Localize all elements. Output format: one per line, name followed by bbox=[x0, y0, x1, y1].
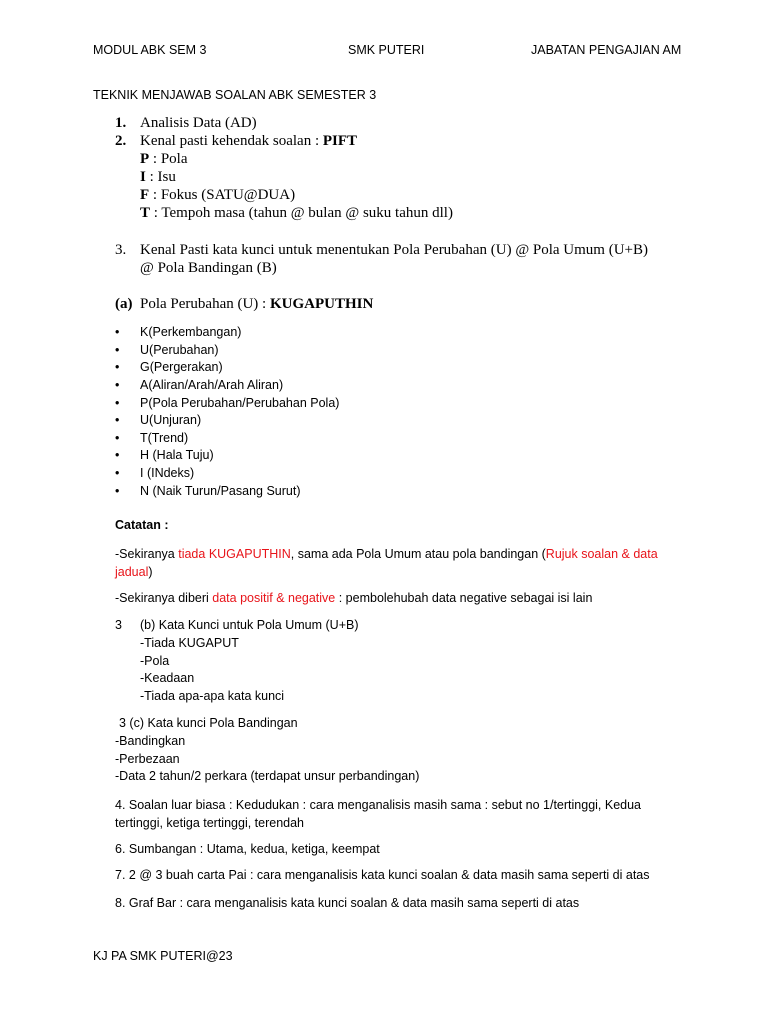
section-a-label: (a) bbox=[115, 296, 133, 312]
bullet-item: P(Pola Perubahan/Perubahan Pola) bbox=[140, 396, 340, 410]
document-title: TEKNIK MENJAWAB SOALAN ABK SEMESTER 3 bbox=[93, 88, 377, 102]
section-b-number: 3 bbox=[115, 618, 122, 632]
pift-bold: PIFT bbox=[322, 133, 358, 149]
section-b-title: (b) Kata Kunci untuk Pola Umum (U+B) bbox=[140, 618, 359, 632]
bullet-dot: • bbox=[115, 343, 120, 357]
header-right: JABATAN PENGAJIAN AM bbox=[531, 43, 682, 57]
bullet-dot: • bbox=[115, 448, 120, 462]
section-c-title: 3 (c) Kata kunci Pola Bandingan bbox=[119, 716, 298, 730]
catatan-note-2: -Sekiranya diberi data positif & negative : pembolehubah data negative sebagai isi lain bbox=[115, 591, 593, 605]
section-c-item: -Data 2 tahun/2 perkara (terdapat unsur perbandingan) bbox=[115, 769, 420, 783]
bullet-item: I (INdeks) bbox=[140, 466, 195, 480]
bullet-item: G(Pergerakan) bbox=[140, 360, 223, 374]
bullet-dot: • bbox=[115, 360, 120, 374]
item-2-text: Kenal pasti kehendak soalan : PIFT bbox=[140, 133, 358, 149]
bullet-dot: • bbox=[115, 396, 120, 410]
catatan-heading: Catatan : bbox=[115, 518, 169, 532]
section-a-heading: Pola Perubahan (U) : KUGAPUTHIN bbox=[140, 296, 374, 312]
bullet-item: H (Hala Tuju) bbox=[140, 448, 214, 462]
paragraph-6: 6. Sumbangan : Utama, kedua, ketiga, keempat bbox=[115, 842, 380, 856]
catatan-note-1: -Sekiranya tiada KUGAPUTHIN, sama ada Pola Umum atau pola bandingan (Rujuk soalan & data jadual) bbox=[115, 547, 658, 579]
item-2-number: 2. bbox=[115, 133, 127, 149]
bullet-dot: • bbox=[115, 413, 120, 427]
section-c-item: -Perbezaan bbox=[115, 752, 180, 766]
pift-p: P : Pola bbox=[140, 151, 188, 167]
bullet-item: T(Trend) bbox=[140, 431, 189, 445]
paragraph-7: 7. 2 @ 3 buah carta Pai : cara menganalisis kata kunci soalan & data masih sama seperti di atas bbox=[115, 868, 650, 882]
item-3-line2: @ Pola Bandingan (B) bbox=[140, 260, 277, 276]
bullet-dot: • bbox=[115, 378, 120, 392]
section-c-item: -Bandingkan bbox=[115, 734, 186, 748]
bullet-item: U(Perubahan) bbox=[140, 343, 219, 357]
bullet-dot: • bbox=[115, 431, 120, 445]
footer: KJ PA SMK PUTERI@23 bbox=[93, 949, 233, 963]
header-left: MODUL ABK SEM 3 bbox=[93, 43, 207, 57]
bullet-item: A(Aliran/Arah/Arah Aliran) bbox=[140, 378, 284, 392]
pift-i: I : Isu bbox=[140, 169, 176, 185]
bullet-dot: • bbox=[115, 466, 120, 480]
section-b-item: -Tiada apa-apa kata kunci bbox=[140, 689, 285, 703]
item-3-line1: Kenal Pasti kata kunci untuk menentukan Pola Perubahan (U) @ Pola Umum (U+B) bbox=[140, 242, 649, 258]
section-b-item: -Keadaan bbox=[140, 671, 195, 685]
bullet-item: N (Naik Turun/Pasang Surut) bbox=[140, 484, 301, 498]
item-3-number: 3. bbox=[115, 242, 127, 258]
bullet-dot: • bbox=[115, 484, 120, 498]
section-b-item: -Tiada KUGAPUT bbox=[140, 636, 239, 650]
paragraph-8: 8. Graf Bar : cara menganalisis kata kunci soalan & data masih sama seperti di atas bbox=[115, 896, 580, 910]
item-1-number: 1. bbox=[115, 115, 127, 131]
pift-f: F : Fokus (SATU@DUA) bbox=[140, 187, 296, 203]
bullet-dot: • bbox=[115, 325, 120, 339]
bullet-item: U(Unjuran) bbox=[140, 413, 202, 427]
item-1-text: Analisis Data (AD) bbox=[140, 115, 257, 131]
header-center: SMK PUTERI bbox=[348, 43, 425, 57]
paragraph-4: 4. Soalan luar biasa : Kedudukan : cara menganalisis masih sama : sebut no 1/tertinggi, Kedua tertinggi, ketiga tertinggi, terendah bbox=[115, 798, 642, 830]
pift-t: T : Tempoh masa (tahun @ bulan @ suku tahun dll) bbox=[140, 205, 453, 221]
section-b-item: -Pola bbox=[140, 654, 170, 668]
bullet-item: K(Perkembangan) bbox=[140, 325, 242, 339]
